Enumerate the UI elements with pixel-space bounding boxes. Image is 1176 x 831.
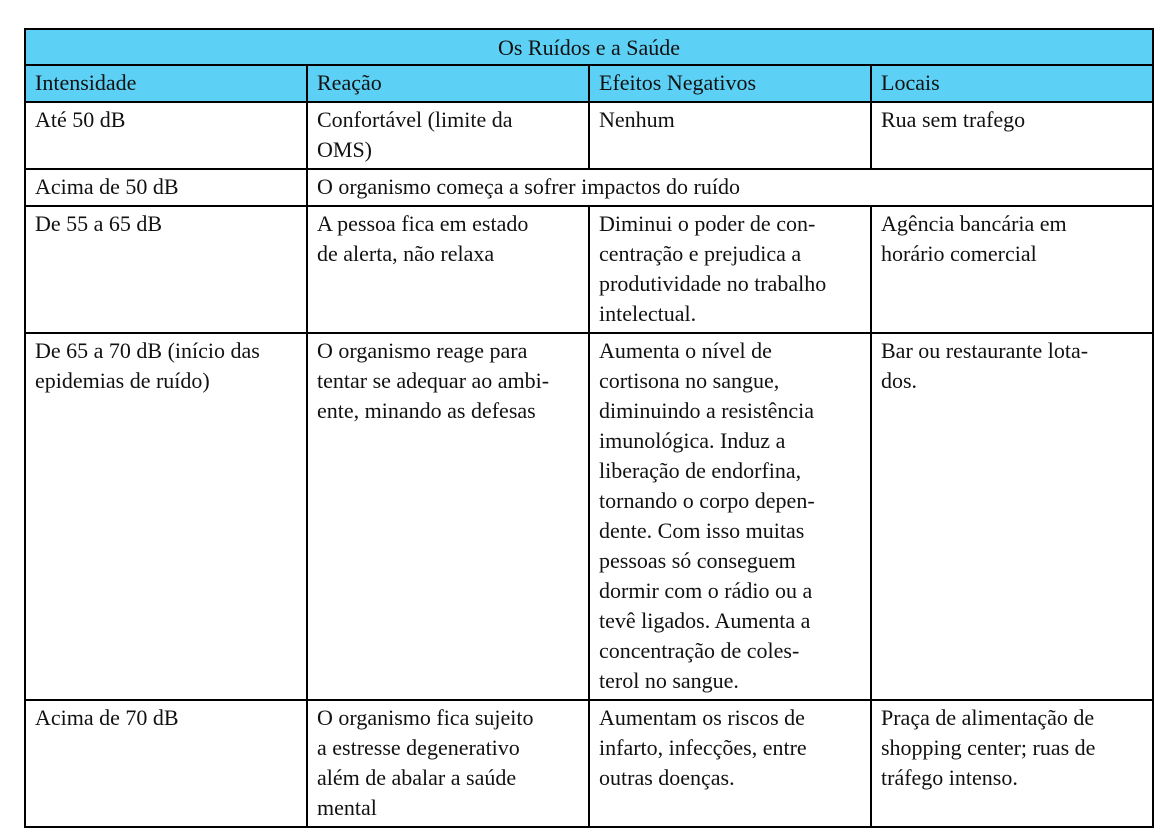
cell-line: O organismo reage para [317, 338, 528, 363]
cell-line: dos. [881, 368, 918, 393]
cell-line: Diminui o poder de con- [599, 211, 816, 236]
cell-line: além de abalar a saúde [317, 765, 517, 790]
cell-merged-description: O organismo começa a sofrer impactos do ruído [307, 169, 1153, 206]
table-row [25, 102, 1153, 169]
cell-intensity: Acima de 50 dB [25, 169, 307, 206]
cell-reaction [307, 700, 589, 827]
cell-line: cortisona no sangue, [599, 368, 780, 393]
cell-line: centração e prejudica a [599, 241, 802, 266]
cell-line: O organismo fica sujeito [317, 705, 534, 730]
cell-line: a estresse degenerativo [317, 735, 520, 760]
cell-reaction [307, 206, 589, 333]
cell-line: horário comercial [881, 241, 1037, 266]
cell-line: infarto, infecções, entre [599, 735, 807, 760]
cell-line: ente, minando as defesas [317, 398, 536, 423]
cell-line: liberação de endorfina, [599, 458, 802, 483]
cell-intensity: De 55 a 65 dB [25, 206, 307, 333]
cell-line: A pessoa fica em estado [317, 211, 529, 236]
cell-reaction [307, 102, 589, 169]
cell-line: terol no sangue. [599, 668, 739, 693]
cell-line: tráfego intenso. [881, 765, 1018, 790]
cell-line: dente. Com isso muitas [599, 518, 805, 543]
cell-line: produtividade no trabalho [599, 271, 827, 296]
cell-line: outras doenças. [599, 765, 735, 790]
cell-line: imunológica. Induz a [599, 428, 786, 453]
cell-line: pessoas só conseguem [599, 548, 796, 573]
cell-line: Aumentam os riscos de [599, 705, 805, 730]
cell-line: OMS) [317, 137, 373, 162]
cell-line: tevê ligados. Aumenta a [599, 608, 811, 633]
cell-line: mental [317, 795, 377, 820]
cell-intensity: Até 50 dB [25, 102, 307, 169]
noise-health-table [24, 28, 1154, 828]
cell-places [871, 700, 1153, 827]
table-header-row [25, 65, 1153, 102]
cell-line: Rua sem trafego [881, 107, 1026, 132]
header-intensidade: Intensidade [25, 65, 307, 102]
table-row [25, 700, 1153, 827]
cell-effects [589, 700, 871, 827]
cell-places [871, 206, 1153, 333]
cell-line: De 65 a 70 dB (início das [35, 338, 260, 363]
cell-line: diminuindo a resistência [599, 398, 815, 423]
cell-effects [589, 102, 871, 169]
table-row [25, 333, 1153, 700]
header-reacao: Reação [307, 65, 589, 102]
cell-line: Aumenta o nível de [599, 338, 772, 363]
cell-line: concentração de coles- [599, 638, 800, 663]
cell-line: tentar se adequar ao ambi- [317, 368, 550, 393]
cell-line: shopping center; ruas de [881, 735, 1096, 760]
cell-line: epidemias de ruído) [35, 368, 210, 393]
cell-line: dormir com o rádio ou a [599, 578, 813, 603]
cell-intensity [25, 333, 307, 700]
cell-effects [589, 333, 871, 700]
cell-line: Praça de alimentação de [881, 705, 1095, 730]
cell-places [871, 333, 1153, 700]
cell-line: intelectual. [599, 301, 697, 326]
cell-reaction [307, 333, 589, 700]
cell-line: Confortável (limite da [317, 107, 513, 132]
table-row [25, 169, 1153, 206]
cell-line: de alerta, não relaxa [317, 241, 495, 266]
cell-line: Agência bancária em [881, 211, 1067, 236]
cell-line: Bar ou restaurante lota- [881, 338, 1089, 363]
cell-line: Nenhum [599, 107, 675, 132]
cell-places [871, 102, 1153, 169]
header-locais: Locais [871, 65, 1153, 102]
table-row [25, 206, 1153, 333]
cell-effects [589, 206, 871, 333]
table-title: Os Ruídos e a Saúde [25, 29, 1153, 65]
cell-intensity: Acima de 70 dB [25, 700, 307, 827]
header-efeitos-negativos: Efeitos Negativos [589, 65, 871, 102]
cell-line: tornando o corpo depen- [599, 488, 815, 513]
table-container [24, 28, 1152, 828]
table-title-row [25, 29, 1153, 65]
